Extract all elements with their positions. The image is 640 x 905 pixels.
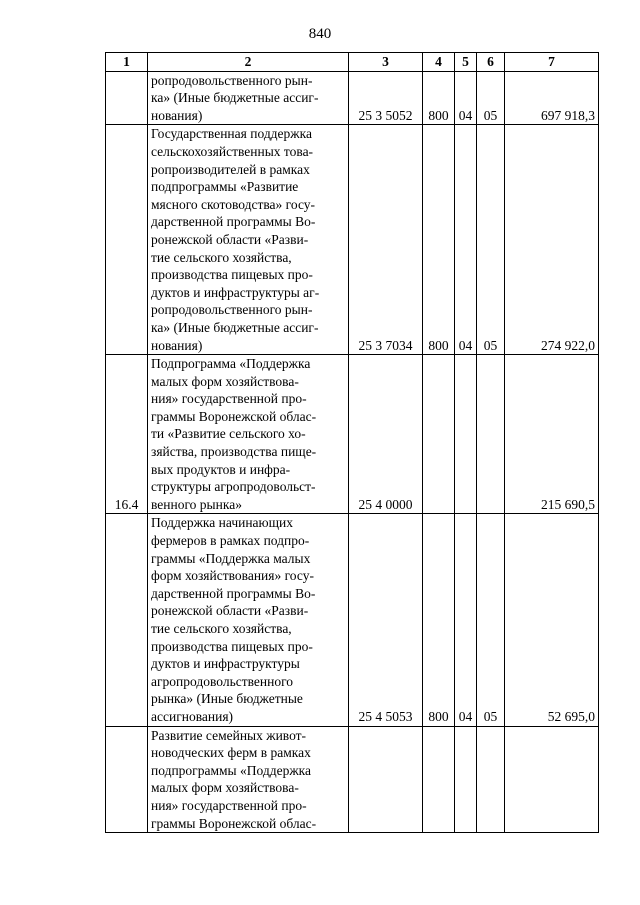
row-description: Развитие семейных живот- новодческих ферм в рамках подпрограммы «Поддержка малых форм хозяйствова- ния» государственной про- граммы Воронежской облас-	[148, 726, 349, 833]
row-col4: 800	[423, 71, 455, 125]
row-col4: 800	[423, 514, 455, 726]
row-col6	[477, 726, 505, 833]
row-col6	[477, 355, 505, 514]
page-number: 840	[308, 26, 332, 42]
row-number	[106, 125, 148, 355]
row-col5	[455, 726, 477, 833]
column-header-5: 5	[455, 53, 477, 72]
column-header-4: 4	[423, 53, 455, 72]
row-amount: 52 695,0	[505, 514, 599, 726]
row-amount: 215 690,5	[505, 355, 599, 514]
column-header-7: 7	[505, 53, 599, 72]
row-col4	[423, 355, 455, 514]
row-col6: 05	[477, 71, 505, 125]
row-code: 25 3 5052	[349, 71, 423, 125]
row-description: Поддержка начинающих фермеров в рамках подпро- граммы «Поддержка малых форм хозяйствования» госу- дарственной программы Во- ронежской области «Разви- тие сельского хозяйства, производства пищевых про- дуктов и инфраструктуры агропродовольственного рынка» (Иные бюджетные ассигнования)	[148, 514, 349, 726]
row-number	[106, 514, 148, 726]
row-col6: 05	[477, 514, 505, 726]
row-amount: 697 918,3	[505, 71, 599, 125]
column-header-1: 1	[106, 53, 148, 72]
column-header-3: 3	[349, 53, 423, 72]
column-header-6: 6	[477, 53, 505, 72]
row-col6: 05	[477, 125, 505, 355]
row-number	[106, 71, 148, 125]
table-row	[106, 125, 599, 355]
row-description: ропродовольственного рын- ка» (Иные бюджетные ассиг- нования)	[148, 71, 349, 125]
row-number: 16.4	[106, 355, 148, 514]
row-number	[106, 726, 148, 833]
table-row	[106, 726, 599, 833]
table-row	[106, 71, 599, 125]
row-col5: 04	[455, 514, 477, 726]
row-col4: 800	[423, 125, 455, 355]
row-amount: 274 922,0	[505, 125, 599, 355]
row-code: 25 3 7034	[349, 125, 423, 355]
row-code	[349, 726, 423, 833]
row-col5	[455, 355, 477, 514]
column-header-2: 2	[148, 53, 349, 72]
row-description: Подпрограмма «Поддержка малых форм хозяйствова- ния» государственной про- граммы Воронежской облас- ти «Развитие сельского хо- зяйства, производства пище- вых продуктов и инфра- структуры агропродовольст- венного рынка»	[148, 355, 349, 514]
row-amount	[505, 726, 599, 833]
row-col4	[423, 726, 455, 833]
row-col5: 04	[455, 71, 477, 125]
budget-table	[105, 52, 599, 833]
row-description: Государственная поддержка сельскохозяйственных това- ропроизводителей в рамках подпрограммы «Развитие мясного скотоводства» госу- дарственной программы Во- ронежской области «Разви- тие сельского хозяйства, производства пищевых про- дуктов и инфраструктуры аг- ропродовольственного рын- ка» (Иные бюджетные ассиг- нования)	[148, 125, 349, 355]
table-header-row	[106, 53, 599, 72]
table-row	[106, 514, 599, 726]
row-code: 25 4 0000	[349, 355, 423, 514]
table-row	[106, 355, 599, 514]
row-col5: 04	[455, 125, 477, 355]
row-code: 25 4 5053	[349, 514, 423, 726]
